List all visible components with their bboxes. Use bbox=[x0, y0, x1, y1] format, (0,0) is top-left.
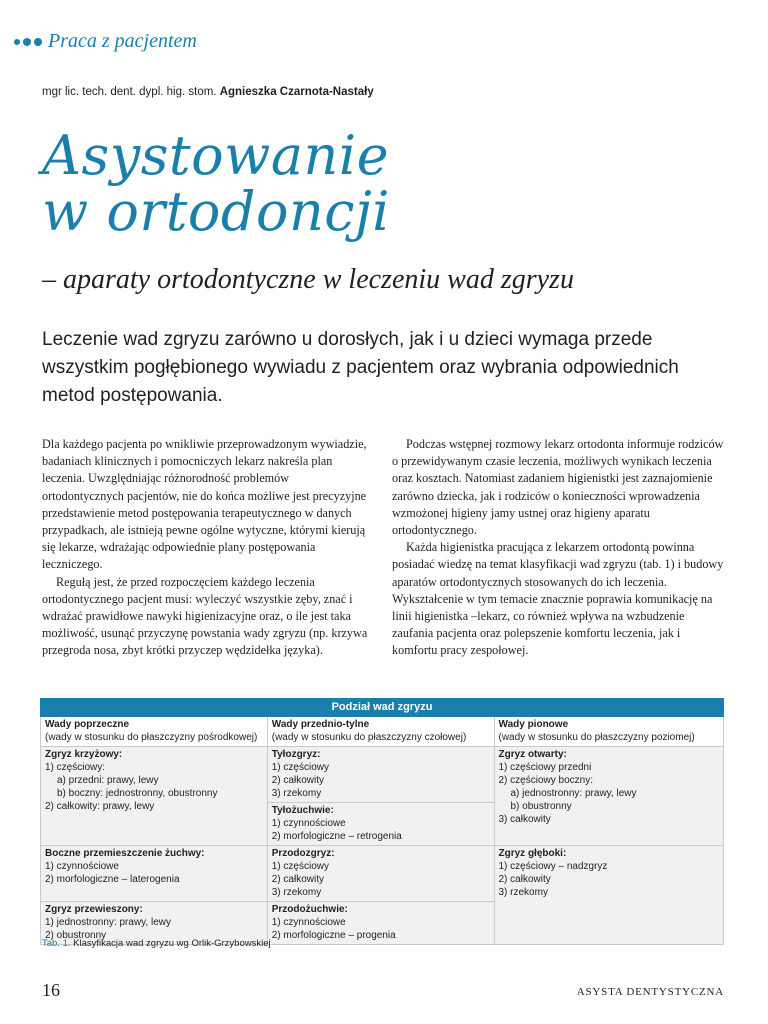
paragraph: Każda higienistka pracująca z lekarzem ortodontą powinna posiadać wiedzę na temat klasyfikacji wad zgryzu (tab. 1) i budowy aparatów ortodontycznych stosowanych do ich leczenia. Wykształcenie w tym temacie znacznie poprawia komunikację na linii higienistka –lekarz, co również wpływa na wzbudzenie zaufania pacjenta oraz polepszenie komfortu leczenia, jak i komfortu pracy zespołowej. bbox=[392, 540, 724, 658]
author-titles: mgr lic. tech. dent. dypl. hig. stom. bbox=[42, 86, 217, 98]
table-cell: Przodożuchwie: 1) czynnościowe 2) morfologiczne – progenia bbox=[267, 902, 494, 945]
column-header: Wady przednio-tylne (wady w stosunku do płaszczyzny czołowej) bbox=[267, 717, 494, 747]
table-cell: Tyłozgryz: 1) częściowy 2) całkowity 3) rzekomy bbox=[267, 747, 494, 803]
paragraph: Regułą jest, że przed rozpoczęciem każdego leczenia ortodontycznego pacjent musi: wyleczyć wszystkie zęby, znać i wdrażać prawidłowe nawyki higienizacyjne oraz, o ile jest taka możliwość, usunąć przyczynę powstania wady zgryzu (np. krzywa przegroda nosa, zbyt krótki przyczep wędzidełka języka). bbox=[42, 574, 368, 658]
body-column-right bbox=[392, 436, 724, 660]
section-title: Praca z pacjentem bbox=[48, 30, 197, 52]
caption-label: Tab. 1. bbox=[42, 938, 71, 949]
title-line-2: w ortodoncji bbox=[42, 180, 391, 243]
journal-name: ASYSTA DENTYSTYCZNA bbox=[576, 986, 724, 998]
column-header: Wady pionowe (wady w stosunku do płaszczyzny poziomej) bbox=[494, 717, 724, 747]
title-line-1: Asystowanie bbox=[42, 124, 390, 187]
page-number: 16 bbox=[42, 980, 60, 1000]
table-cell: Zgryz krzyżowy: 1) częściowy: a) przedni: prawy, lewy b) boczny: jednostronny, obustronny 2) całkowity: prawy, lewy bbox=[41, 747, 268, 846]
author-name: Agnieszka Czarnota-Nastały bbox=[219, 86, 374, 98]
column-header: Wady poprzeczne (wady w stosunku do płaszczyzny pośrodkowej) bbox=[41, 717, 268, 747]
table-cell: Zgryz otwarty: 1) częściowy przedni 2) częściowy boczny: a) jednostronny: prawy, lewy b) obustronny 3) całkowity bbox=[494, 747, 724, 846]
article-title bbox=[42, 124, 391, 243]
section-header bbox=[14, 30, 197, 53]
paragraph: Podczas wstępnej rozmowy lekarz ortodonta informuje rodziców o przewidywanym czasie leczenia, możliwych wynikach leczenia oraz kosztach. Natomiast zadaniem higienistki jest zaznajomienie zarówno dziecka, jak i rodziców o konieczności wprowadzenia wzmożonej higieny jamy ustnej oraz higieny aparatu ortodontycznego. bbox=[392, 437, 724, 538]
body-column-left bbox=[42, 436, 372, 660]
table-cell: Przodozgryz: 1) częściowy 2) całkowity 3) rzekomy bbox=[267, 846, 494, 902]
table-cell: Boczne przemieszczenie żuchwy: 1) czynnościowe 2) morfologiczne – laterogenia bbox=[41, 846, 268, 902]
table-cell: Zgryz przewieszony: 1) jednostronny: prawy, lewy 2) obustronny bbox=[41, 902, 268, 945]
classification-table bbox=[40, 698, 724, 945]
lead-paragraph: Leczenie wad zgryzu zarówno u dorosłych, jak i u dzieci wymaga przede wszystkim pogłębionego wywiadu z pacjentem oraz wybrania odpowiednich metod postępowania. bbox=[42, 329, 679, 406]
table-title: Podział wad zgryzu bbox=[41, 699, 724, 717]
table-cell: Zgryz głęboki: 1) częściowy – nadzgryz 2) całkowity 3) rzekomy bbox=[494, 846, 724, 945]
author-line bbox=[42, 86, 374, 98]
caption-text: Klasyfikacja wad zgryzu wg Orlik-Grzybowskiej bbox=[73, 938, 271, 949]
article-subtitle: – aparaty ortodontyczne w leczeniu wad zgryzu bbox=[42, 264, 574, 295]
paragraph: Dla każdego pacjenta po wnikliwie przeprowadzonym wywiadzie, badaniach klinicznych i pomocniczych lekarz nakreśla plan leczenia. Uwzględniając różnorodność problemów ortodontycznych pacjentów, nie do końca możliwe jest precyzyjne przedstawienie metod postępowania terapeutycznego w danych przypadkach, ale istnieją pewne ogólne wytyczne, którymi kierują się lekarze, wdrażając odpowiednie plany postępowania leczniczego. bbox=[42, 437, 367, 572]
table-caption bbox=[42, 938, 271, 949]
table-cell: Tyłożuchwie: 1) czynnościowe 2) morfologiczne – retrogenia bbox=[267, 803, 494, 846]
bullet-dots-icon bbox=[14, 38, 42, 46]
